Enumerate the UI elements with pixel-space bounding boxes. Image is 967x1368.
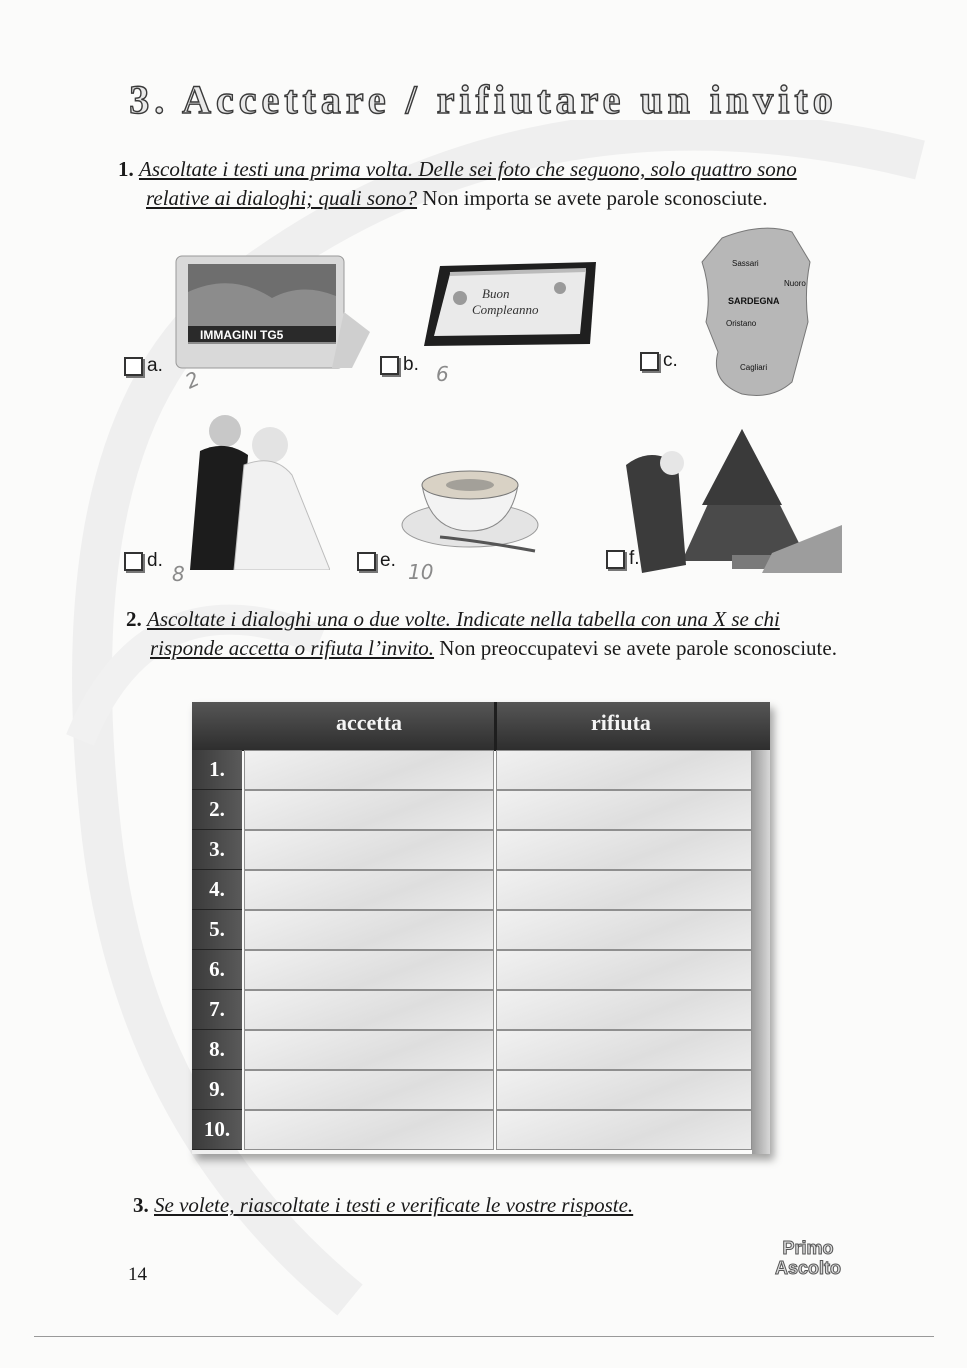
map-label-sardegna: SARDEGNA [728, 296, 780, 306]
checkbox-c[interactable] [640, 352, 659, 371]
checkbox-d[interactable] [124, 552, 143, 571]
cell-rifiuta[interactable] [496, 990, 752, 1030]
handwritten-a: 2 [181, 366, 204, 394]
table-edge [752, 750, 770, 1154]
sardinia-map-image [692, 222, 822, 402]
column-header-accetta: accetta [336, 710, 402, 735]
answer-table [192, 702, 770, 1154]
checkbox-e[interactable] [357, 552, 376, 571]
exercise-1-instruction: Ascoltate i testi una prima volta. Delle sei foto che seguono, solo quattro sono relative ai dialoghi; quali sono? [139, 157, 797, 210]
exercise-2 [126, 605, 841, 663]
choice-e[interactable] [357, 550, 396, 572]
row-number: 5. [192, 910, 242, 950]
row-number: 9. [192, 1070, 242, 1110]
exercise-3-instruction: Se volete, riascoltate i testi e verificate le vostre risposte. [154, 1193, 634, 1217]
cappuccino-image [400, 455, 550, 555]
map-label-oristano: Oristano [726, 319, 757, 328]
wedding-couple-image [170, 405, 330, 570]
cell-accetta[interactable] [244, 910, 494, 950]
table-row [192, 990, 770, 1030]
exercise-1-note: Non importa se avete parole sconosciute. [422, 186, 768, 210]
cell-accetta[interactable] [244, 870, 494, 910]
birthday-cake-image [420, 258, 605, 358]
cell-accetta[interactable] [244, 1110, 494, 1150]
choice-f[interactable] [606, 548, 640, 570]
table-row [192, 1030, 770, 1070]
cell-accetta[interactable] [244, 1070, 494, 1110]
cell-rifiuta[interactable] [496, 1070, 752, 1110]
exercise-2-number: 2. [126, 607, 142, 631]
cell-rifiuta[interactable] [496, 790, 752, 830]
table-row [192, 870, 770, 910]
table-row [192, 1110, 770, 1150]
exercise-2-instruction: Ascoltate i dialoghi una o due volte. Indicate nella tabella con una X se chi risponde accetta o rifiuta l’invito. [147, 607, 780, 660]
cell-rifiuta[interactable] [496, 910, 752, 950]
table-row [192, 790, 770, 830]
choice-b-letter: b. [403, 354, 419, 375]
cell-accetta[interactable] [244, 750, 494, 790]
checkbox-b[interactable] [380, 356, 399, 375]
cell-accetta[interactable] [244, 830, 494, 870]
row-number: 7. [192, 990, 242, 1030]
choice-a[interactable] [124, 355, 163, 377]
row-number: 1. [192, 750, 242, 790]
photo-a-tv [172, 252, 372, 374]
photo-f-christmas [612, 425, 842, 575]
handwritten-d: 8 [172, 562, 185, 586]
cell-rifiuta[interactable] [496, 1110, 752, 1150]
cell-rifiuta[interactable] [496, 950, 752, 990]
choice-b[interactable] [380, 354, 419, 376]
table-header [192, 702, 770, 751]
cell-accetta[interactable] [244, 790, 494, 830]
photo-d-wedding [170, 405, 330, 570]
brand-line-2: Ascolto [774, 1258, 841, 1278]
table-row [192, 910, 770, 950]
cell-accetta[interactable] [244, 990, 494, 1030]
exercise-1 [118, 155, 838, 213]
choice-d-letter: d. [147, 550, 163, 571]
exercise-3 [133, 1191, 853, 1220]
cell-accetta[interactable] [244, 950, 494, 990]
cake-text-2: Compleanno [472, 302, 539, 317]
cake-text-1: Buon [482, 286, 510, 301]
choice-d[interactable] [124, 550, 163, 572]
santa-christmas-tree-image [612, 425, 842, 575]
handwritten-e: 10 [408, 560, 434, 584]
choice-f-letter: f. [629, 548, 640, 569]
table-row [192, 1070, 770, 1110]
photo-b-cake [420, 258, 605, 358]
row-number: 3. [192, 830, 242, 870]
checkbox-f[interactable] [606, 550, 625, 569]
bottom-rule [34, 1336, 934, 1337]
choice-e-letter: e. [380, 550, 396, 571]
page-title: 3. Accettare / rifiutare un invito [129, 77, 838, 122]
row-number: 8. [192, 1030, 242, 1070]
exercise-3-number: 3. [133, 1193, 149, 1217]
table-row [192, 950, 770, 990]
column-header-rifiuta: rifiuta [591, 710, 651, 735]
cell-rifiuta[interactable] [496, 870, 752, 910]
photo-c-map [692, 222, 822, 402]
choice-a-letter: a. [147, 355, 163, 376]
choice-c-letter: c. [663, 350, 678, 371]
map-label-nuoro: Nuoro [784, 279, 806, 288]
brand-logo [758, 1238, 858, 1278]
handwritten-b: 6 [436, 362, 449, 386]
brand-line-1: Primo [782, 1238, 834, 1258]
row-number: 6. [192, 950, 242, 990]
photo-e-cappuccino [400, 455, 550, 555]
row-number: 4. [192, 870, 242, 910]
cell-rifiuta[interactable] [496, 750, 752, 790]
row-number: 10. [192, 1110, 242, 1150]
map-label-cagliari: Cagliari [740, 363, 768, 372]
cell-rifiuta[interactable] [496, 830, 752, 870]
choice-c[interactable] [640, 350, 678, 372]
table-row [192, 750, 770, 790]
exercise-1-number: 1. [118, 157, 134, 181]
row-number: 2. [192, 790, 242, 830]
cell-accetta[interactable] [244, 1030, 494, 1070]
tv-caption: IMMAGINI TG5 [200, 328, 284, 342]
checkbox-a[interactable] [124, 357, 143, 376]
table-row [192, 830, 770, 870]
tv-screen-image [172, 252, 372, 374]
map-label-sassari: Sassari [732, 259, 759, 268]
cell-rifiuta[interactable] [496, 1030, 752, 1070]
page-number: 14 [128, 1264, 147, 1285]
exercise-2-note: Non preoccupatevi se avete parole sconosciute. [439, 636, 837, 660]
